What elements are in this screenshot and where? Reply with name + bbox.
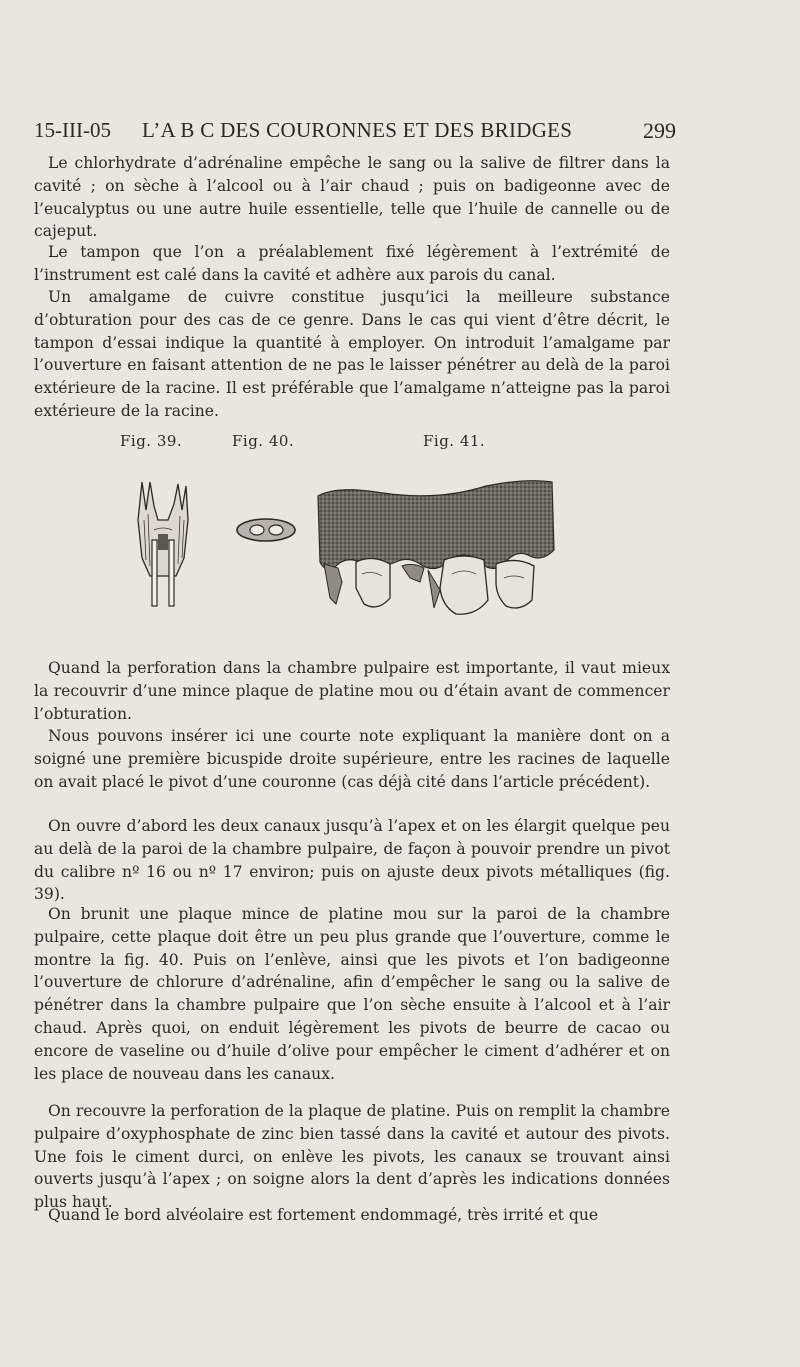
- paragraph-adrenaline: Le chlorhydrate d’adrénaline empêche le sang ou la salive de filtrer dans la cavité ; on sèche à l’alcool ou à l’air chaud ; puis on badigeonne avec de l’eucalyptus ou une autre huile essentielle, telle que l’huile de cannelle ou de cajeput.: [34, 154, 670, 241]
- paragraph-note-bicuspide: Nous pouvons insérer ici une courte note expliquant la manière dont on a soigné une première bicuspide droite supérieure, entre les racines de laquelle on avait placé le pivot d’une couronne (cas déjà cité dans l’article précédent).: [34, 727, 670, 791]
- figure-41-caption: Fig. 41.: [423, 432, 486, 450]
- plate-hole-left: [250, 525, 264, 535]
- paragraph-tampon: Le tampon que l’on a préalablement fixé légèrement à l’extrémité de l’instrument est calé dans la cavité et adhère aux parois du canal.: [34, 243, 670, 284]
- paragraph-platine: On brunit une plaque mince de platine mou sur la paroi de la chambre pulpaire, cette plaque doit être un peu plus grande que l’ouverture, comme le montre la fig. 40. Puis on l’enlève, ainsi que les pivots et l’on badigeonne l’ouverture de chlorure d’adrénaline, afin d’empêcher le sang ou la salive de pénétrer dans la chambre pulpaire que l’on sèche ensuite à l’alcool et à l’air chaud. Après quoi, on enduit légèrement les pivots de beurre de cacao ou encore de vaseline ou d’huile d’olive pour empêcher le ciment d’adhérer et on les place de nouveau dans les canaux.: [34, 905, 670, 1083]
- gum-shape: [318, 481, 554, 570]
- figure-39-caption: Fig. 39.: [120, 432, 183, 450]
- pivot-left: [152, 540, 157, 606]
- page-number: 299: [643, 118, 676, 143]
- plate-hole-right: [269, 525, 283, 535]
- header-date: 15-III-05: [34, 118, 111, 142]
- tooth-with-two-pivots-illustration: [134, 480, 192, 608]
- paragraph-amalgame: Un amalgame de cuivre constitue jusqu’ici la meilleure substance d’obturation pour des cas de ce genre. Dans le cas qui vient d’être décrit, le tampon d’essai indique la quantité à employer. On introduit l’amalgame par l’ouverture en faisant attention de ne pas le laisser pénétrer au delà de la paroi extérieure de la racine. Il est préférable que l’amalgame n’atteigne pas la paroi extérieure de la racine.: [34, 288, 670, 420]
- plate-outline: [237, 519, 295, 541]
- figure-40-caption: Fig. 40.: [232, 432, 295, 450]
- pivot-right: [169, 540, 174, 606]
- platinum-plate-illustration: [235, 516, 297, 544]
- paragraph-perforation: Quand la perforation dans la chambre pulpaire est importante, il vaut mieux la recouvrir d’une mince plaque de platine mou ou d’étain avant de commencer l’obturation.: [34, 659, 670, 723]
- tooth-shape: [138, 482, 188, 576]
- dental-bridge-on-gum-illustration: [316, 478, 556, 616]
- header-title: L’A B C DES COURONNES ET DES BRIDGES: [142, 118, 573, 142]
- teeth: [356, 556, 534, 614]
- running-header: [34, 118, 676, 144]
- paragraph-canaux: On ouvre d’abord les deux canaux jusqu’à l’apex et on les élargit quelque peu au delà de la paroi de la chambre pulpaire, de façon à pouvoir prendre un pivot du calibre nº 16 ou nº 17 environ; puis on ajuste deux pivots métalliques (fig. 39).: [34, 817, 670, 904]
- paragraph-oxyphosphate: On recouvre la perforation de la plaque de platine. Puis on remplit la chambre pulpaire d’oxyphosphate de zinc bien tassé dans la cavité et autour des pivots. Une fois le ciment durci, on enlève les pivots, les canaux se trouvant ainsi ouverts jusqu’à l’apex ; on soigne alors la dent d’après les indications données plus haut.: [34, 1102, 670, 1212]
- paragraph-bord-alveolaire: Quand le bord alvéolaire est fortement endommagé, très irrité et que: [48, 1206, 599, 1224]
